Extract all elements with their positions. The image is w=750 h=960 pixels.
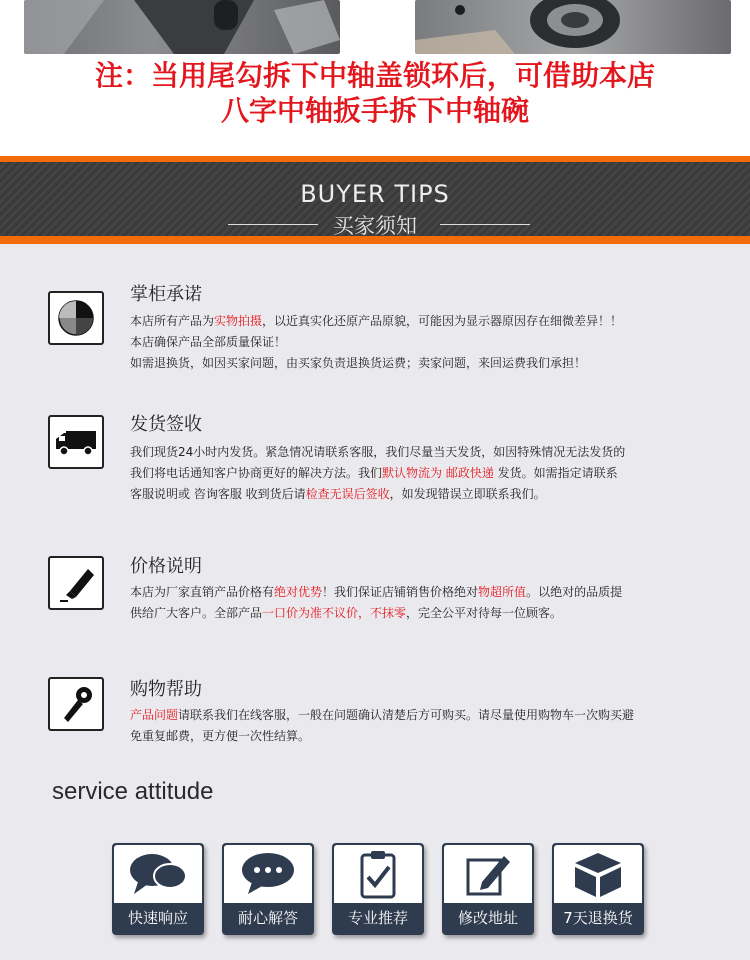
service-item-patient-answer bbox=[222, 843, 314, 935]
truck-icon bbox=[48, 415, 104, 469]
marker-icon bbox=[48, 556, 104, 610]
notice-text bbox=[0, 58, 750, 128]
service-label-7day-return: 7天退换货 bbox=[563, 909, 633, 927]
service-label-edit-address: 修改地址 bbox=[457, 909, 518, 927]
notice-line-1: 注：当用尾勾拆下中轴盖锁环后，可借助本店 bbox=[94, 59, 655, 92]
service-item-fast-response bbox=[112, 843, 204, 935]
edit-icon bbox=[444, 845, 532, 903]
help-line-1: 产品问题请联系我们在线客服，一般在问题确认清楚后方可购买。请尽量使用购物车一次购买避 bbox=[130, 708, 635, 722]
chat-bubbles-icon bbox=[114, 845, 202, 903]
top-photo-strip bbox=[0, 0, 750, 56]
shipping-line-2: 我们将电话通知客户协商更好的解决方法。我们默认物流为 邮政快递 发货。如需指定请联系 bbox=[130, 466, 618, 480]
section-title-help: 购物帮助 bbox=[130, 679, 202, 700]
box-icon bbox=[554, 845, 642, 903]
promise-line-1: 本店所有产品为实物拍摄，以近真实化还原产品原貌，可能因为显示器原因存在细微差异！！ bbox=[130, 314, 623, 328]
help-line-2: 免重复邮费，更方便一次性结算。 bbox=[130, 729, 311, 743]
section-title-shipping: 发货签收 bbox=[130, 414, 202, 435]
service-label-patient-answer: 耐心解答 bbox=[237, 909, 298, 927]
speech-dots-icon bbox=[224, 845, 312, 903]
banner-subtitle: 买家须知 bbox=[333, 214, 417, 238]
clipboard-check-icon bbox=[334, 845, 422, 903]
notice-line-2: 八字中轴扳手拆下中轴碗 bbox=[220, 94, 529, 127]
promise-line-2: 本店确保产品全部质量保证！ bbox=[130, 335, 287, 349]
product-photo-left bbox=[24, 0, 340, 54]
section-text-help bbox=[130, 705, 690, 747]
service-attitude-label: service attitude bbox=[52, 778, 214, 805]
wrench-icon bbox=[48, 677, 104, 731]
service-label-recommend: 专业推荐 bbox=[347, 909, 408, 927]
service-item-recommend bbox=[332, 843, 424, 935]
banner-divider-right bbox=[440, 224, 530, 225]
section-text-price bbox=[130, 582, 690, 624]
service-item-edit-address bbox=[442, 843, 534, 935]
section-text-shipping bbox=[130, 442, 690, 505]
section-title-promise: 掌柜承诺 bbox=[130, 284, 202, 305]
section-text-promise bbox=[130, 311, 690, 374]
buyer-tips-banner bbox=[0, 156, 750, 244]
promise-line-3: 如需退换货，如因买家问题，由买家负责退换货运费；卖家问题，来回运费我们承担！ bbox=[130, 356, 587, 370]
banner-title: BUYER TIPS bbox=[300, 180, 450, 208]
section-title-price: 价格说明 bbox=[130, 556, 202, 577]
shipping-line-1: 我们现货24小时内发货。紧急情况请联系客服，我们尽量当天发货，如因特殊情况无法发货的 bbox=[130, 445, 626, 459]
price-line-1: 本店为厂家直销产品价格有绝对优势！我们保证店铺销售价格绝对物超所值。以绝对的品质提 bbox=[130, 585, 623, 599]
product-photo-right bbox=[415, 0, 731, 54]
pie-chart-icon bbox=[48, 291, 104, 345]
service-label-fast-response: 快速响应 bbox=[127, 909, 188, 927]
service-item-7day-return bbox=[552, 843, 644, 935]
shipping-line-3: 客服说明或 咨询客服 收到货后请检查无误后签收，如发现错误立即联系我们。 bbox=[130, 487, 546, 501]
price-line-2: 供给广大客户。全部产品一口价为准不议价，不抹零，完全公平对待每一位顾客。 bbox=[130, 606, 563, 620]
